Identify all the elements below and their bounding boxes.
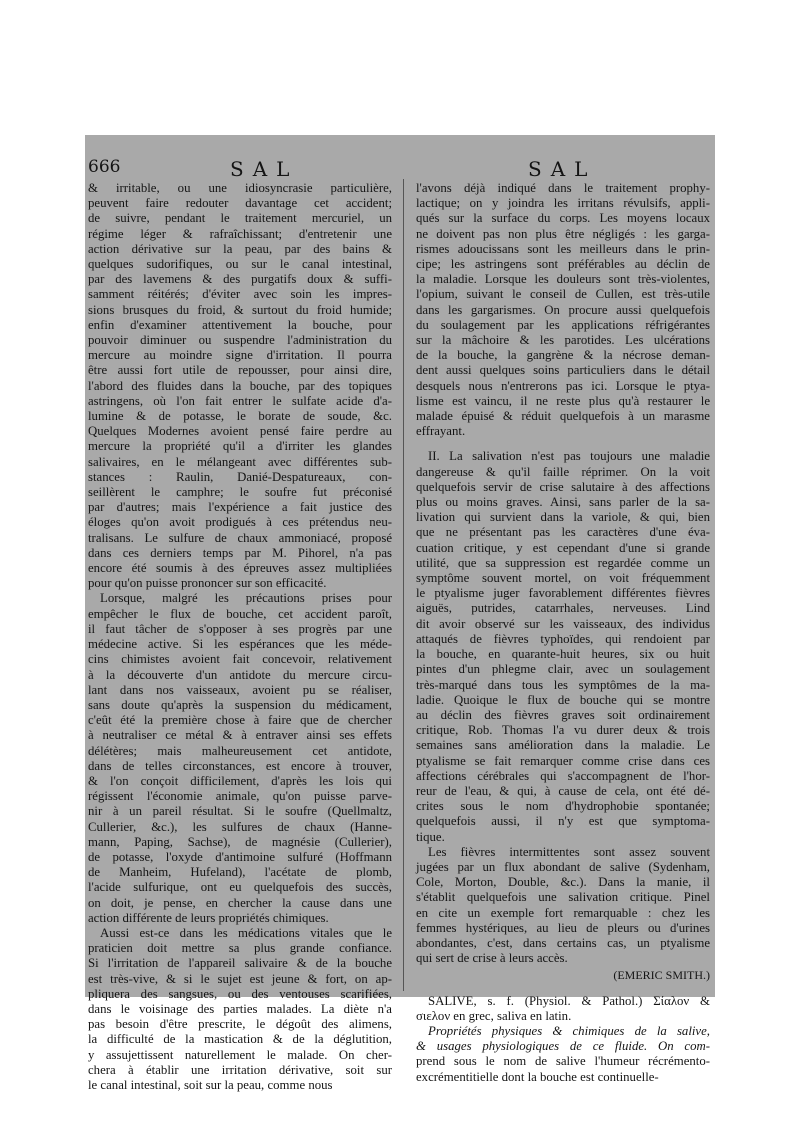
text-line: quelquefois aussi, il n'y est que symptoma- [416, 814, 710, 829]
text-line: sans doute qu'après la suspension du médicament, [88, 697, 392, 712]
text-line: effrayant. [416, 424, 466, 439]
text-line: jugées par un flux abondant de salive (Sydenham, [416, 859, 710, 874]
text-line: éloges qu'on avoit prodigués à ces prétendus neu- [88, 515, 392, 530]
text-line: régissent l'économie animale, qu'on puisse parve- [88, 789, 392, 804]
text-line: très-marqué dans tous les symptômes de la ma- [416, 677, 710, 692]
text-line: rismes adoucissans sont les meilleurs dans le prin- [416, 241, 710, 256]
text-line: de Manheim, Hufeland), l'acétate de plomb, [88, 865, 392, 880]
text-line: tralisans. Le sulfure de chaux ammoniacé, proposé [88, 530, 392, 545]
text-line: dans les gargarismes. On procure aussi quelquefois [416, 302, 710, 317]
entry-line: Propriétés physiques & chimiques de la salive, [428, 1023, 710, 1038]
left-column [88, 181, 392, 1093]
paragraph [416, 845, 710, 967]
text-line: stances : Raulin, Danié-Despatureaux, con- [88, 469, 392, 484]
text-line: il faut tâcher de s'opposer à ses progrès par une [88, 621, 392, 636]
paragraph [416, 449, 710, 844]
text-line: la bouche, en quarante-huit heures, six ou huit [416, 647, 710, 662]
text-line: on doit, je pense, en chercher la cause dans une [88, 895, 392, 910]
text-line: la difficulté de la mastication & de la déglutition, [88, 1032, 392, 1047]
text-line: par des lavemens & des purgatifs doux & suffi- [88, 272, 392, 287]
text-line: Si l'irritation de l'appareil salivaire & de la bouche [88, 956, 392, 971]
text-line: l'opium, suivant le conseil de Cullen, est très-utile [416, 287, 710, 302]
text-line: délétères; mais malheureusement cet antidote, [88, 743, 392, 758]
text-line: médecine active. Si les espérances que les méde- [88, 637, 392, 652]
text-line: encore été soumis à des épreuves assez multipliées [88, 561, 392, 576]
text-line: pour qu'on puisse prononcer sur son efficacité. [88, 576, 327, 591]
text-line: astringens, où l'on fait entrer le sulfate acide d'a- [88, 393, 392, 408]
text-line: aiguës, putrides, catarrhales, nerveuses. Lind [416, 601, 710, 616]
text-line: peuvent faire redouter davantage cet accident; [88, 196, 392, 211]
dictionary-entry [416, 994, 710, 1085]
text-line: crites sous le nom d'hydrophobie spontanée; [416, 799, 710, 814]
text-line: lumine & de potasse, le borate de soude, &c. [88, 409, 392, 424]
text-line: de potasse, l'oxyde d'antimoine sulfuré (Hoffmann [88, 849, 392, 864]
text-line: la maladie. Lorsque les douleurs sont très-violentes, [416, 272, 710, 287]
text-line: qués sur la surface du corps. Les moyens locaux [416, 211, 710, 226]
text-line: desquels nous n'entrerons pas ici. Lorsque le ptya- [416, 378, 710, 393]
text-line: enfin d'examiner attentivement la bouche, pour [88, 317, 392, 332]
text-line: nir à un pareil résultat. Si le soufre (Quellmaltz, [88, 804, 392, 819]
text-line: action dérivative sur la peau, par des bains & [88, 241, 392, 256]
entry-line: & usages physiologiques de ce fluide. On com- [416, 1039, 710, 1054]
text-line: mercure la propriété qu'il a d'irriter les glandes [88, 439, 392, 454]
text-line: dangereuse & qu'il faille réprimer. On la voit [416, 464, 710, 479]
text-line: cuation critique, y est cependant d'une si grande [416, 540, 710, 555]
paragraph [88, 181, 392, 591]
text-line: quelquefois servir de crise salutaire à des affections [416, 479, 710, 494]
text-line: Les fièvres intermittentes sont assez souvent [428, 844, 710, 859]
text-line: Lorsque, malgré les précautions prises pour [100, 591, 392, 606]
text-line: semaines sans amélioration dans la maladie. Le [416, 738, 710, 753]
paragraph [416, 181, 710, 439]
text-line: l'avons déjà indiqué dans le traitement prophy- [416, 181, 710, 195]
text-line: salivaires, en le mélangeant avec différentes sub- [88, 454, 392, 469]
text-line: Quelques Modernes avoient pensé faire perdre au [88, 424, 392, 439]
text-line: critique, Rob. Thomas l'a vu durer deux & trois [416, 723, 710, 738]
text-line: symptôme souvent mortel, on voit fréquemment [416, 571, 710, 586]
running-head-right: SAL [528, 157, 597, 181]
text-line: livation qui survient dans la variole, & qui, bien [416, 510, 710, 525]
text-line: est très-vive, & si le sujet est jeune & fort, on ap- [88, 971, 392, 986]
text-line: qui sert de crise à leurs accès. [416, 951, 568, 966]
text-line: pouvoir diminuer ou suspendre l'administration du [88, 333, 392, 348]
text-line: le canal intestinal, soit sur la peau, comme nous [88, 1077, 333, 1092]
text-line: malade épuisé & réduit quelquefois à un marasme [416, 409, 710, 424]
text-line: dans ces derniers temps par M. Pihorel, n'a pas [88, 545, 392, 560]
text-line: dans de telles circonstances, est encore à trouver, [88, 758, 392, 773]
column-divider [403, 179, 404, 991]
text-line: pliquera des sangsues, ou des ventouses scarifiées, [88, 986, 392, 1001]
text-line: quelques sudorifiques, ou sur le canal intestinal, [88, 257, 392, 272]
text-line: dit avoir observé sur les vaisseaux, des individus [416, 616, 710, 631]
entry-line: SALIVE, s. f. (Physiol. & Pathol.) Σίαλον & [428, 993, 710, 1008]
text-line: ladie. Quoique le flux de bouche qui se montre [416, 692, 710, 707]
paragraph [88, 591, 392, 925]
text-line: au déclin des fièvres graves soit ordinairement [416, 707, 710, 722]
text-line: en cite un exemple fort remarquable : chez les [416, 905, 710, 920]
text-line: seillèrent le camphre; le soufre fut préconisé [88, 485, 392, 500]
author-signature: (EMERIC SMITH.) [613, 968, 710, 983]
page-number: 666 [88, 157, 121, 177]
paragraph [88, 926, 392, 1093]
right-column-body [416, 181, 710, 966]
text-line: action différente de leurs propriétés chimiques. [88, 910, 329, 925]
text-line: pintes d'un phlegme clair, avec un soulagement [416, 662, 710, 677]
entry-line: excrémentitielle dont la bouche est continuelle- [416, 1069, 659, 1084]
text-line: chera à établir une irritation dérivative, soit sur [88, 1062, 392, 1077]
text-line: ptyalisme se fait remarquer comme crise dans ces [416, 753, 710, 768]
entry-line: σιελον en grec, saliva en latin. [416, 1008, 572, 1023]
text-line: & irritable, ou une idiosyncrasie particulière, [88, 181, 392, 195]
text-line: y assujettissent naturellement le malade. On cher- [88, 1047, 392, 1062]
text-line: Cullerier, &c.), les sulfures de chaux (Hanne- [88, 819, 392, 834]
text-line: lactique; on y joindra les irritans révulsifs, appli- [416, 196, 710, 211]
text-line: à la découverte d'un antidote du mercure circu- [88, 667, 392, 682]
text-line: empêcher le flux de bouche, cet accident paroît, [88, 606, 392, 621]
text-line: reur de l'eau, & qui, à cause de cela, ont été dé- [416, 783, 710, 798]
text-line: sions brusques du froid, & surtout du froid humide; [88, 302, 392, 317]
text-line: que ne présentant pas les caractères d'une éva- [416, 525, 710, 540]
text-line: lisme est vaincu, il ne reste plus qu'à restaurer le [416, 393, 710, 408]
text-line: affections cérébrales qui s'accompagnent de l'hor- [416, 768, 710, 783]
text-line: du soulagement par les applications réfrigérantes [416, 317, 710, 332]
text-line: samment réitérés; d'éviter avec soin les impres- [88, 287, 392, 302]
text-line: Cole, Morton, Double, &c.). Dans la manie, il [416, 875, 710, 890]
text-line: dent aussi quelques soins particuliers dans le détail [416, 363, 710, 378]
text-line: tique. [416, 829, 445, 844]
text-line: II. La salivation n'est pas toujours une maladie [428, 449, 710, 464]
text-line: plus ou moins graves. Ainsi, sans parler de la sa- [416, 495, 710, 510]
right-column [416, 181, 710, 1085]
text-line: femmes hystériques, au lieu de pleurs ou d'urines [416, 920, 710, 935]
text-line: ne doivent pas non plus être négligés : les garga- [416, 226, 710, 241]
text-line: l'acide sulfurique, ont eu quelquefois des succès, [88, 880, 392, 895]
text-line: dans le voisinage des parties malades. La diète n'a [88, 1001, 392, 1016]
text-line: & l'on conçoit difficilement, d'après les lois qui [88, 773, 392, 788]
text-line: attaqués de fièvres typhoïdes, qui rendoient par [416, 631, 710, 646]
text-line: par d'autres; mais l'expérience a fait justice des [88, 500, 392, 515]
text-line: de la bouche, la gangrène & la nécrose deman- [416, 348, 710, 363]
text-line: cipe; les astringens sont préférables au déclin de [416, 257, 710, 272]
text-line: cins chimistes avoient fait concevoir, relativement [88, 652, 392, 667]
text-line: pas besoin d'être prescrite, le dégoût des alimens, [88, 1017, 392, 1032]
text-line: Aussi est-ce dans les médications vitales que le [100, 925, 392, 940]
text-line: utilité, que sa suppression est regardée comme un [416, 555, 710, 570]
scanned-page [85, 135, 715, 1092]
text-line: régime léger & rafraîchissant; d'entretenir une [88, 226, 392, 241]
text-line: abondantes, c'est, dans certains cas, un ptyalisme [416, 935, 710, 950]
text-line: praticien doit mettre sa plus grande confiance. [88, 941, 392, 956]
text-line: de suivre, pendant le traitement mercuriel, un [88, 211, 392, 226]
text-line: l'abord des fluides dans la bouche, par des topiques [88, 378, 392, 393]
text-line: lant dans nos vaisseaux, avoient pu se réaliser, [88, 682, 392, 697]
text-line: le ptyalisme juger favorablement différentes fièvres [416, 586, 710, 601]
text-line: à neutraliser ce métal & à entraver ainsi ses effets [88, 728, 392, 743]
text-line: être aussi fort utile de repousser, pour ainsi dire, [88, 363, 392, 378]
text-line: mercure au moindre signe d'irritation. Il pourra [88, 348, 392, 363]
page-header [85, 157, 715, 181]
text-line: s'établit quelquefois une salivation critique. Pinel [416, 890, 710, 905]
text-line: c'eût été la première chose à faire que de chercher [88, 713, 392, 728]
entry-line: prend sous le nom de salive l'humeur récrémento- [416, 1054, 710, 1069]
text-line: mann, Paping, Sachse), de magnésie (Cullerier), [88, 834, 392, 849]
text-line: sur la mâchoire & les parotides. Les ulcérations [416, 333, 710, 348]
running-head-left: SAL [230, 157, 299, 181]
